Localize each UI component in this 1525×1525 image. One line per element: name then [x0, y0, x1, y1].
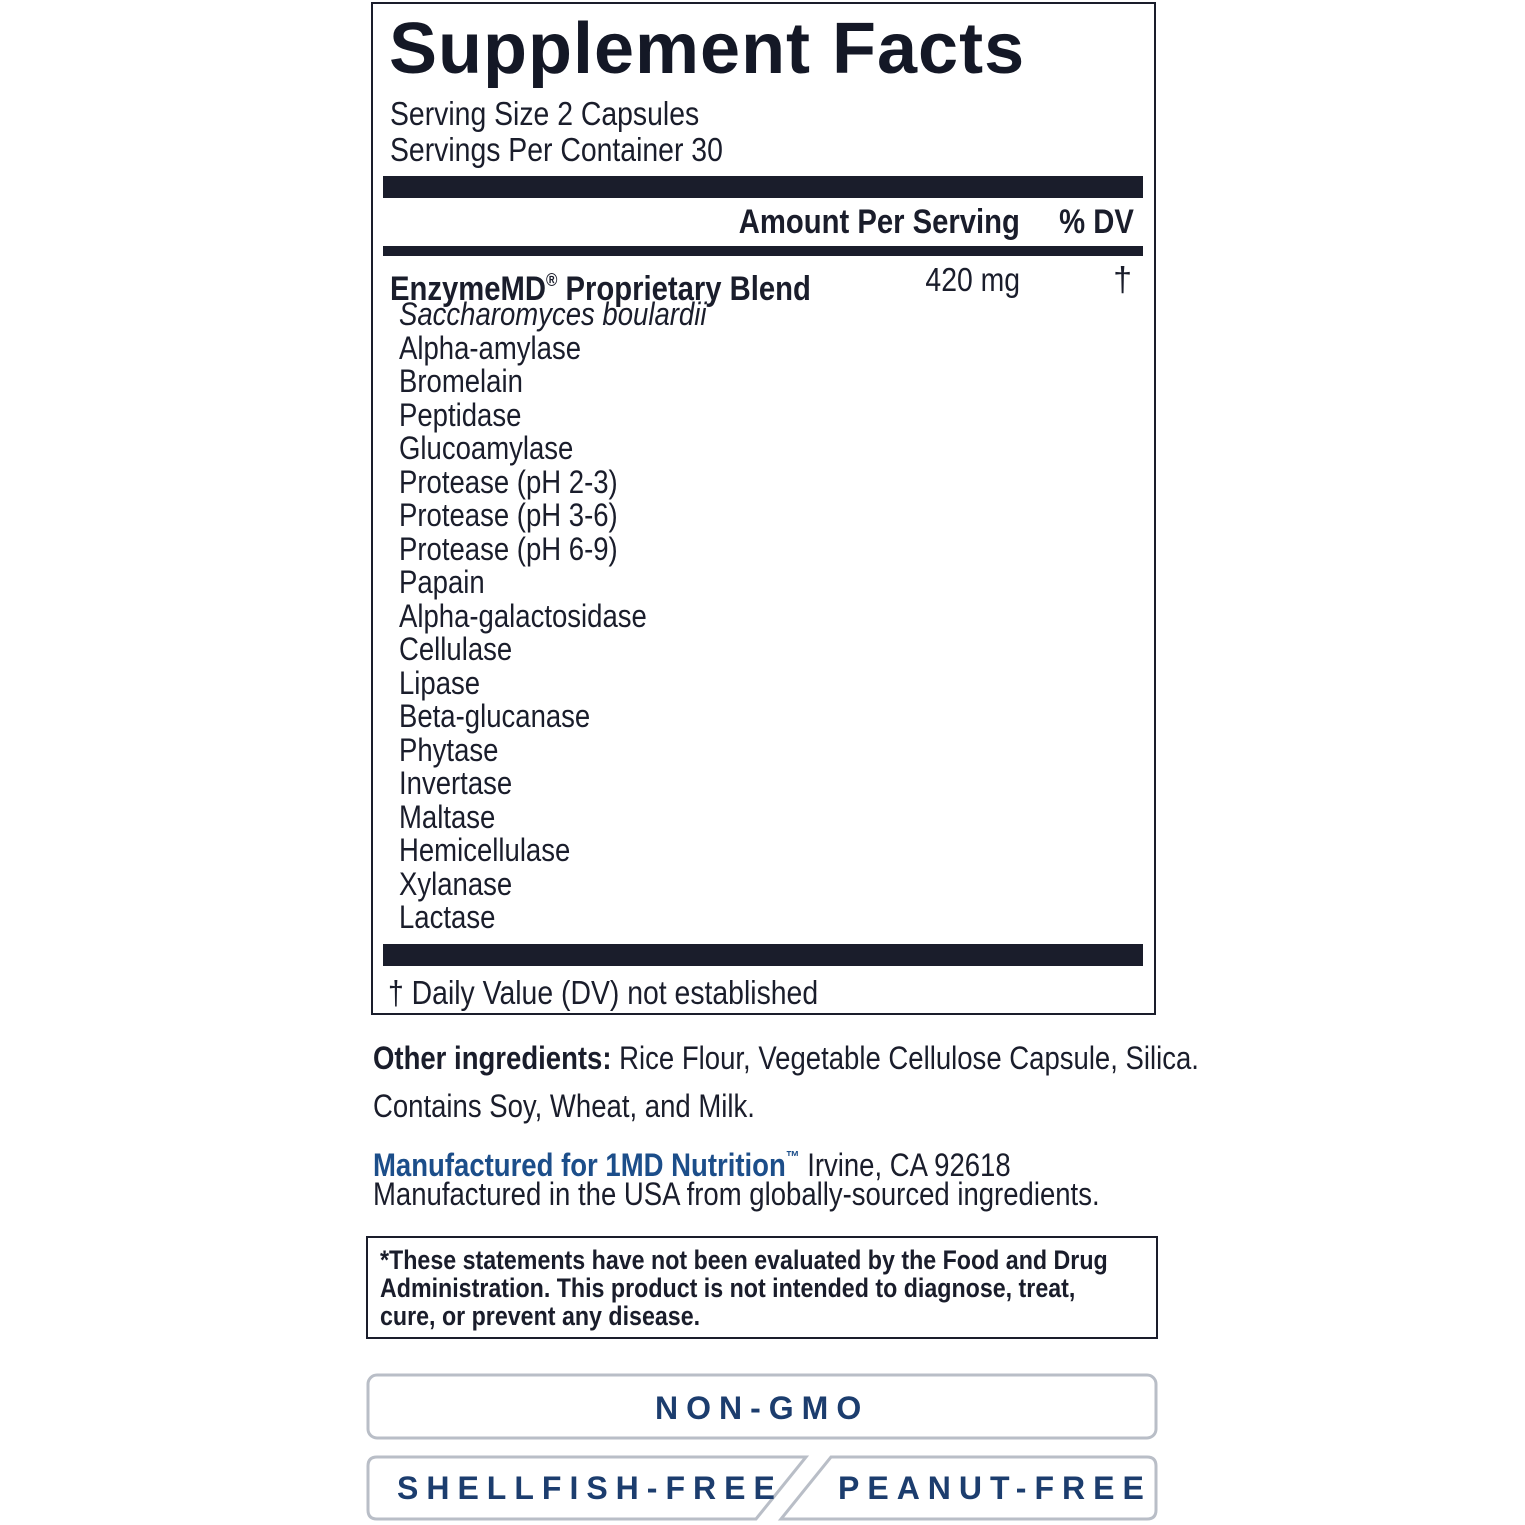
- allergen-statement: Contains Soy, Wheat, and Milk.: [373, 1088, 755, 1124]
- ingredient-item: Papain: [399, 564, 485, 600]
- fda-disclaimer-text: *These statements have not been evaluated by the Food and Drug Administration. This product is not intended to diagnose, treat, cure, or prevent any disease.: [380, 1245, 1108, 1331]
- ingredient-item: Hemicellulase: [399, 832, 571, 868]
- serving-size: Serving Size 2 Capsules: [390, 95, 700, 132]
- ingredient-item: Protease (pH 6-9): [399, 530, 618, 567]
- origin-line: Manufactured in the USA from globally-sourced ingredients.: [373, 1176, 1100, 1212]
- ingredient-item: Maltase: [399, 798, 496, 835]
- peanut-free-badge: PEANUT-FREE: [838, 1470, 1152, 1506]
- shellfish-free-badge: SHELLFISH-FREE: [397, 1470, 783, 1506]
- ingredient-item: Lactase: [399, 899, 496, 935]
- ingredient-item: Protease (pH 2-3): [399, 463, 618, 500]
- blend-amount: 420 mg: [925, 261, 1020, 298]
- ingredient-item: Saccharomyces boulardii: [399, 296, 707, 332]
- ingredient-item: Xylanase: [399, 865, 513, 902]
- ingredient-item: Alpha-amylase: [399, 329, 582, 366]
- ingredient-item: Invertase: [399, 765, 513, 801]
- ingredient-item: Glucoamylase: [399, 430, 574, 466]
- ingredient-item: Phytase: [399, 731, 499, 768]
- header-daily-value: % DV: [1059, 203, 1134, 241]
- other-ingredients: Other ingredients: Rice Flour, Vegetable Cellulose Capsule, Silica.: [373, 1040, 1199, 1076]
- ingredient-item: Lipase: [399, 664, 481, 701]
- blend-name: EnzymeMD® Proprietary Blend: [390, 270, 811, 308]
- servings-per-container: Servings Per Container 30: [390, 131, 723, 168]
- non-gmo-badge: NON-GMO: [655, 1390, 870, 1426]
- dv-footnote: † Daily Value (DV) not established: [388, 974, 819, 1011]
- ingredient-item: Cellulase: [399, 631, 513, 667]
- ingredient-item: Peptidase: [399, 396, 522, 433]
- ingredient-item: Protease (pH 3-6): [399, 497, 618, 533]
- ingredient-item: Alpha-galactosidase: [399, 597, 647, 634]
- ingredient-item: Beta-glucanase: [399, 698, 591, 734]
- header-amount-per-serving: Amount Per Serving: [738, 203, 1020, 241]
- ingredient-item: Bromelain: [399, 363, 523, 399]
- panel-title: Supplement Facts: [389, 9, 1026, 89]
- manufacturer-line: Manufactured for 1MD Nutrition™ Irvine, CA 92618: [373, 1147, 1011, 1183]
- blend-dv-dagger: †: [1113, 261, 1132, 299]
